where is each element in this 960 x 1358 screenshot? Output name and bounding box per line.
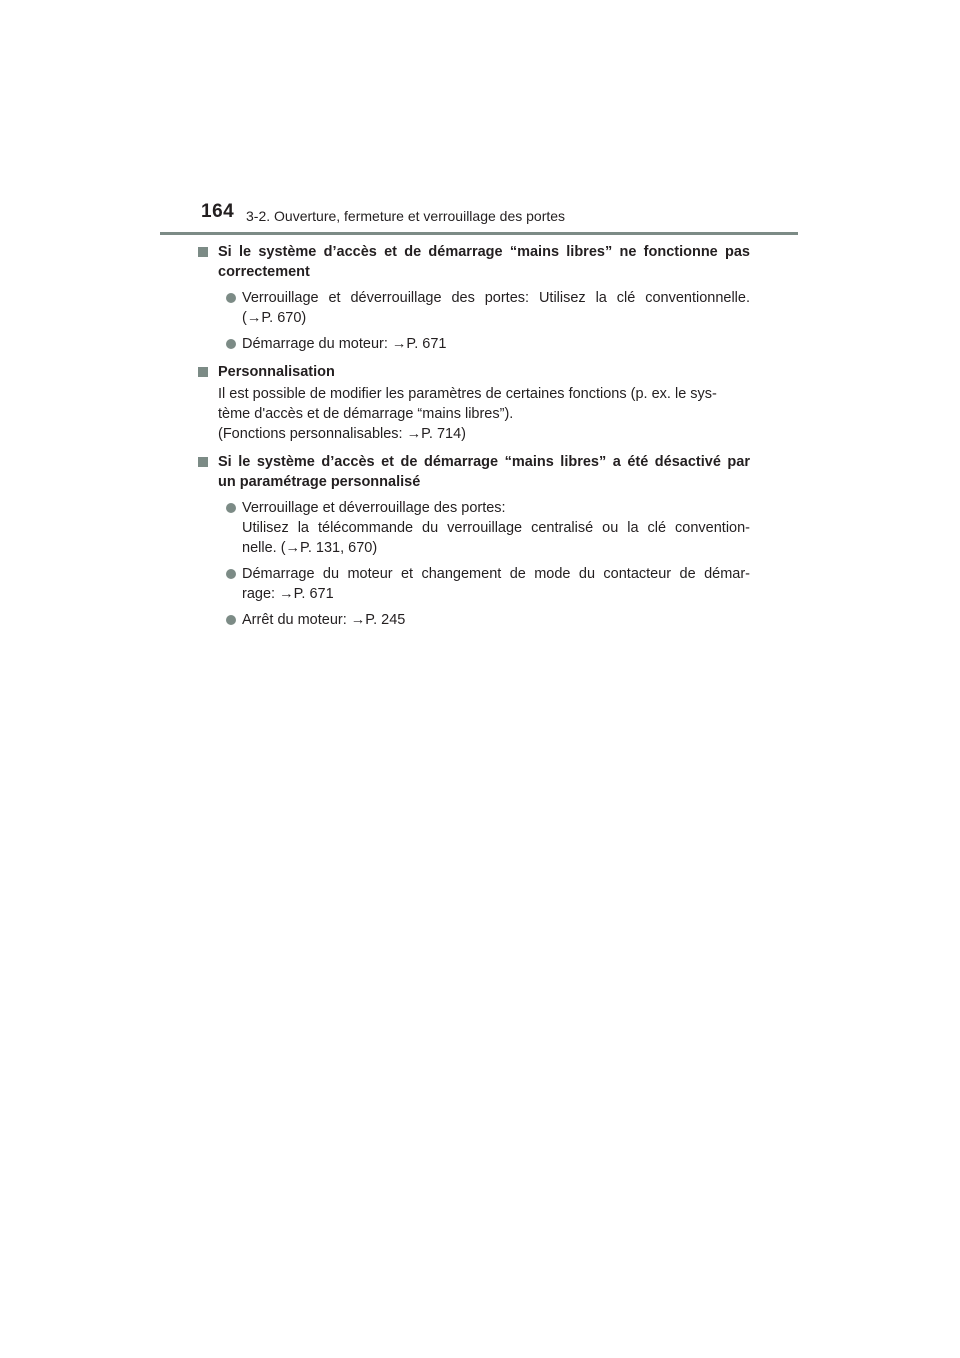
section-body: [198, 384, 750, 444]
circle-bullet-icon: [226, 503, 236, 513]
section-disabled: [198, 452, 750, 630]
body-line: Il est possible de modifier les paramètres de certaines fonctions (p. ex. le sys-: [218, 386, 717, 402]
list-item: [198, 334, 750, 354]
bullet-line: Arrêt du moteur: →P. 245: [242, 612, 406, 628]
bullet-line: Verrouillage et déverrouillage des portes:: [242, 500, 506, 516]
section-personalisation: [198, 362, 750, 444]
list-item: [198, 498, 750, 558]
page-number: 164: [201, 201, 235, 222]
section-title: [198, 452, 750, 492]
title-line: Personnalisation: [218, 364, 335, 380]
chapter-title: 3-2. Ouverture, fermeture et verrouillage des portes: [246, 208, 566, 224]
circle-bullet-icon: [226, 569, 236, 579]
bullet-list: [198, 498, 750, 630]
body-line: tème d'accès et de démarrage “mains libres”).: [218, 406, 514, 422]
square-bullet-icon: [198, 457, 208, 467]
list-item: [198, 564, 750, 604]
title-line: un paramétrage personnalisé: [218, 474, 421, 490]
list-item: [198, 288, 750, 328]
bullet-list: [198, 288, 750, 354]
bullet-line: Démarrage du moteur: →P. 671: [242, 336, 447, 352]
section-title: [198, 362, 750, 382]
title-line: correctement: [218, 264, 310, 280]
list-item: [198, 610, 750, 630]
section-title: [198, 242, 750, 282]
square-bullet-icon: [198, 367, 208, 377]
bullet-line: Utilisez la télécommande du verrouillage centralisé ou la clé convention-: [242, 520, 750, 536]
circle-bullet-icon: [226, 293, 236, 303]
bullet-line: rage: →P. 671: [242, 586, 334, 602]
bullet-line: Démarrage du moteur et changement de mode du contacteur de démar-: [242, 566, 750, 582]
circle-bullet-icon: [226, 615, 236, 625]
square-bullet-icon: [198, 247, 208, 257]
bullet-line: nelle. (→P. 131, 670): [242, 540, 378, 556]
bullet-line: (→P. 670): [242, 310, 307, 326]
header-rule: [160, 232, 798, 235]
title-line: Si le système d’accès et de démarrage “mains libres” a été désactivé par: [218, 454, 750, 470]
circle-bullet-icon: [226, 339, 236, 349]
title-line: Si le système d’accès et de démarrage “mains libres” ne fonctionne pas: [218, 244, 750, 260]
bullet-line: Verrouillage et déverrouillage des portes: Utilisez la clé conventionnelle.: [242, 290, 750, 306]
page-content: [198, 242, 750, 638]
body-line: (Fonctions personnalisables: →P. 714): [218, 426, 466, 442]
section-not-working: [198, 242, 750, 354]
